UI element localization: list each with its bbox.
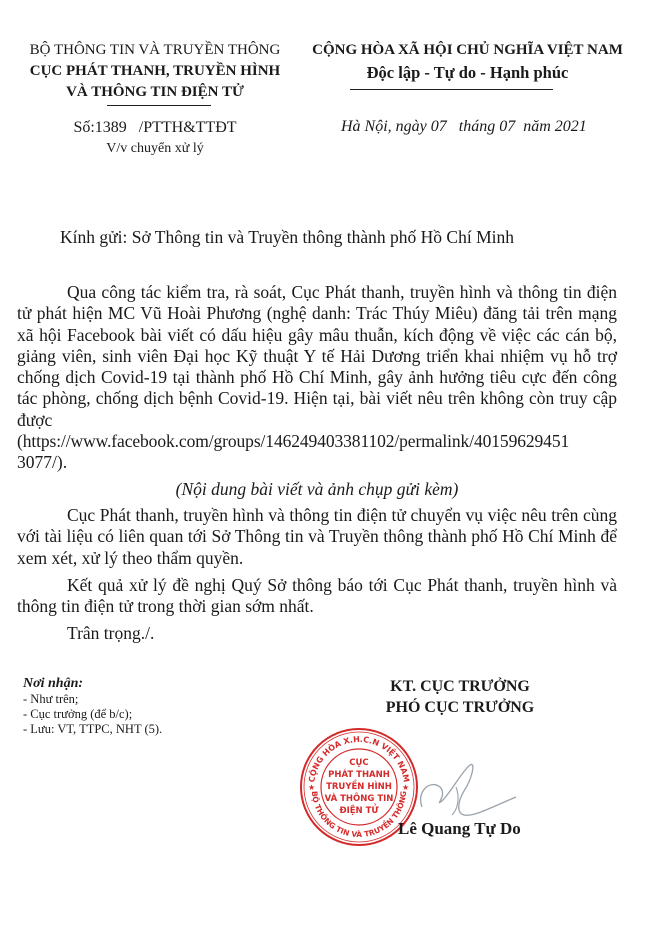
issuing-authority-block [20, 40, 290, 103]
body-paragraph-1: Qua công tác kiểm tra, rà soát, Cục Phát thanh, truyền hình và thông tin điện tử phát hiện MC Vũ Hoài Phương (nghệ danh: Trác Thúy Miêu) đăng tải trên mạng xã hội Facebook bài viết có dấu hiệu gây mâu thuẫn, kích động về việc các cán bộ, giảng viên, sinh viên Đại học Kỹ thuật Y tế Hải Dương triển khai nhiệm vụ hỗ trợ chống dịch Covid-19 tại thành phố Hồ Chí Minh, gây ảnh hưởng tiêu cực đến công tác phòng, chống dịch bệnh Covid-19. Hiện tại, bài viết nêu trên không còn truy cập được [17, 282, 617, 430]
svg-text:VÀ THÔNG TIN: VÀ THÔNG TIN [324, 794, 394, 804]
attachment-note: (Nội dung bài viết và ảnh chụp gửi kèm) [175, 478, 459, 499]
agency-name-line2: VÀ THÔNG TIN ĐIỆN TỬ [66, 84, 244, 100]
closing-remark: Trân trọng./. [67, 623, 155, 644]
recipients-block [23, 675, 162, 737]
svg-text:CỘNG HÒA X.H.C.N VIỆT NAM: CỘNG HÒA X.H.C.N VIỆT NAM [307, 734, 411, 783]
facebook-url-line1: (https://www.facebook.com/groups/146249403381102/permalink/40159629451 [17, 431, 570, 452]
svg-text:PHÁT THANH: PHÁT THANH [328, 770, 390, 780]
svg-text:BỘ THÔNG TIN VÀ TRUYỀN THÔNG: BỘ THÔNG TIN VÀ TRUYỀN THÔNG [309, 790, 409, 840]
letter-body [17, 282, 617, 645]
ministry-name: BỘ THÔNG TIN VÀ TRUYỀN THÔNG [29, 42, 281, 58]
signatory-title-line1: KT. CỤC TRƯỞNG [390, 678, 530, 695]
svg-text:TRUYỀN HÌNH: TRUYỀN HÌNH [326, 782, 392, 792]
agency-name-line1: CỤC PHÁT THANH, TRUYỀN HÌNH [29, 63, 281, 79]
recipient-item: - Lưu: VT, TTPC, NHT (5). [23, 722, 163, 736]
national-motto: Độc lập - Tự do - Hạnh phúc [366, 63, 569, 82]
svg-text:CỤC: CỤC [349, 758, 369, 768]
signer-name: Lê Quang Tự Do [398, 819, 521, 838]
motto-underline [350, 89, 553, 90]
recipient-line: Kính gửi: Sở Thông tin và Truyền thông thành phố Hồ Chí Minh [60, 227, 515, 247]
body-paragraph-2: Cục Phát thanh, truyền hình và thông tin điện tử chuyển vụ việc nêu trên cùng với tài liệu có liên quan tới Sở Thông tin và Truyền thông thành phố Hồ Chí Minh để xem xét, xử lý theo thẩm quyền. [17, 504, 617, 568]
national-heading-block [300, 40, 635, 84]
signatory-title-line2: PHÓ CỤC TRƯỞNG [385, 699, 535, 716]
facebook-url-line2: 3077/). [17, 452, 68, 473]
recipient-item: - Như trên; [23, 692, 79, 706]
svg-text:★: ★ [402, 783, 410, 792]
recipients-label: Nơi nhận: [23, 676, 84, 691]
signatory-title-block [360, 676, 560, 718]
svg-text:★: ★ [308, 783, 316, 792]
place-date: Hà Nội, ngày 07 tháng 07 năm 2021 [341, 118, 587, 135]
national-title: CỘNG HÒA XÃ HỘI CHỦ NGHĨA VIỆT NAM [312, 42, 623, 58]
body-paragraph-3: Kết quả xử lý đề nghị Quý Sở thông báo tới Cục Phát thanh, truyền hình và thông tin điện tử trong thời gian sớm nhất. [17, 574, 617, 617]
document-subject: V/v chuyển xử lý [106, 141, 204, 156]
authority-underline [107, 105, 211, 106]
recipient-item: - Cục trưởng (để b/c); [23, 707, 133, 721]
document-number: Số:1389 /PTTH&TTĐT [73, 119, 237, 136]
svg-text:ĐIỆN TỬ: ĐIỆN TỬ [339, 806, 379, 816]
